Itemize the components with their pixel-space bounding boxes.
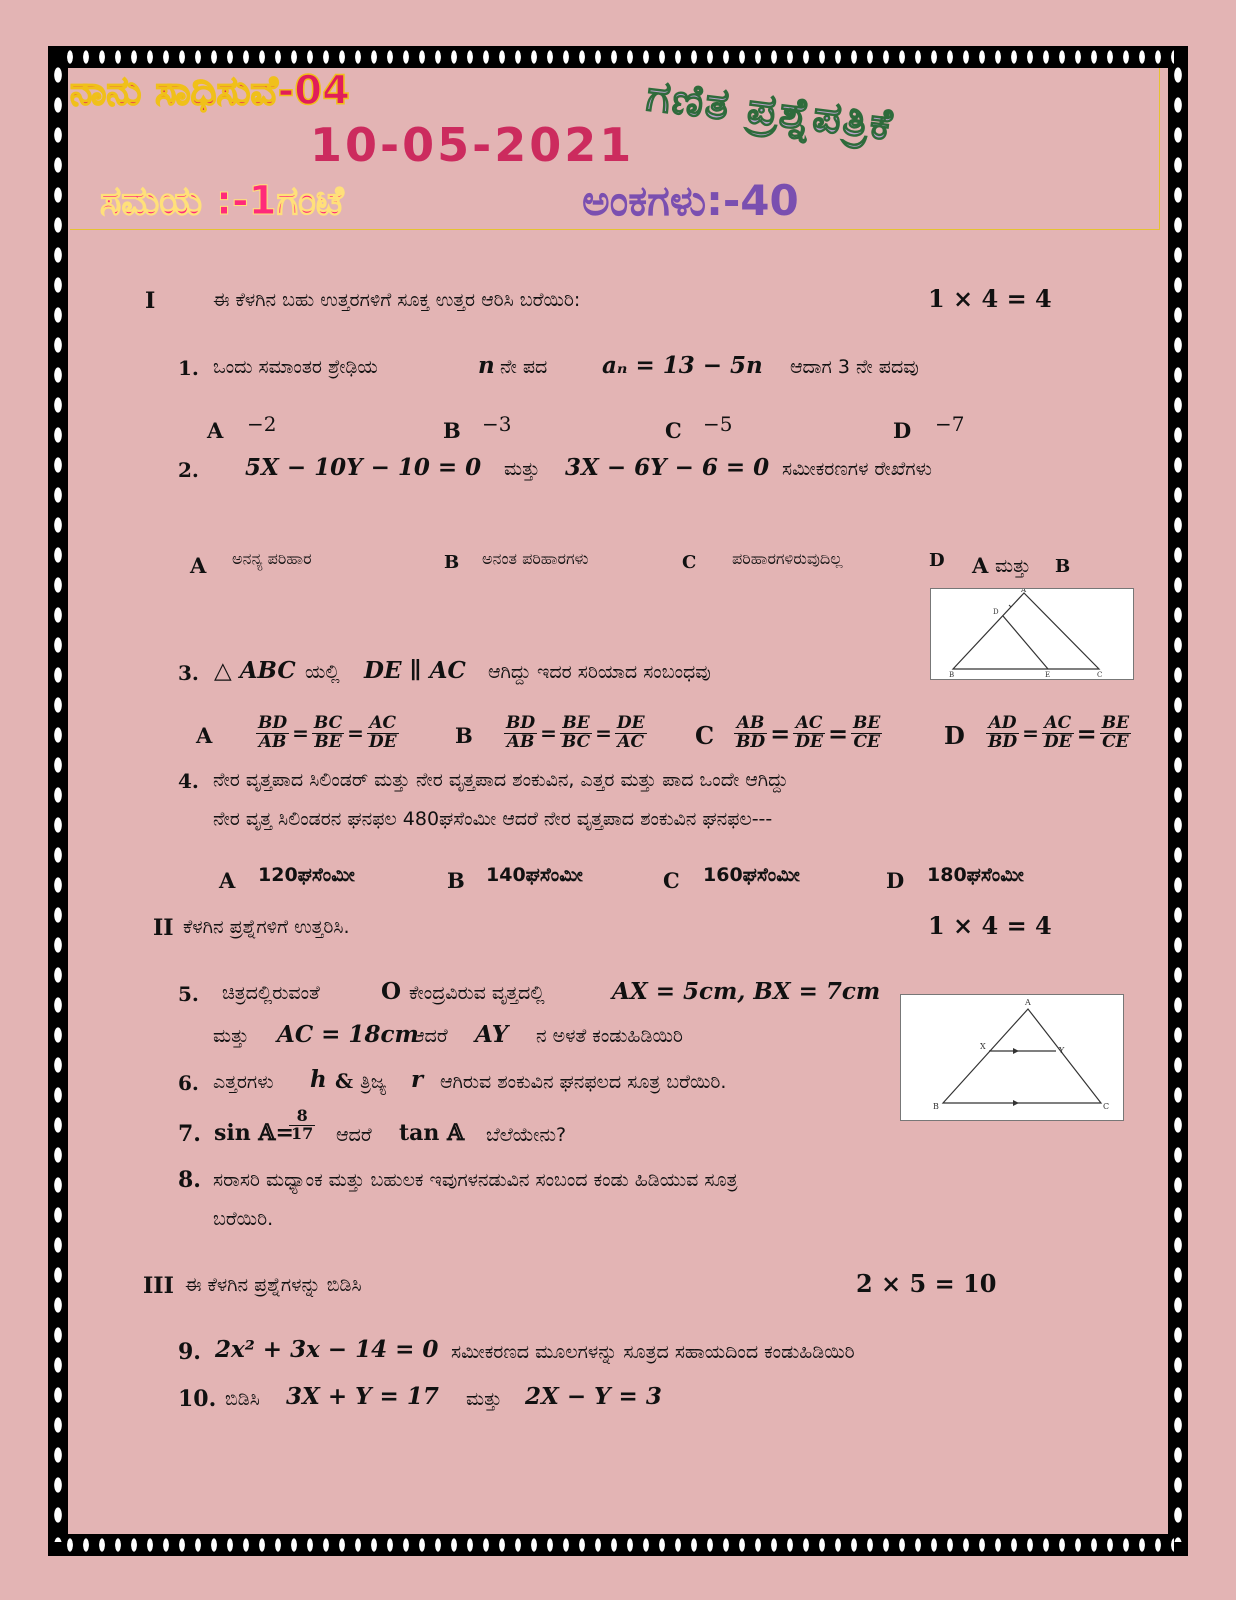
q2-and: ಮತ್ತು [504,458,540,480]
q3-option-b-ratio [504,715,647,752]
q2-option-a-value: ಅನನ್ಯ ಪರಿಹಾರ [232,549,312,568]
q3-triangle-svg [931,589,1133,679]
header-title-right: ಗಣಿತ ಪ್ರಶ್ನೆಪತ್ರಿಕೆ [643,70,897,151]
q5-number: 5. [178,982,199,1006]
equals: = [595,721,612,746]
q6-text-b: ತ್ರಿಜ್ಯ [360,1071,387,1093]
q3-option-d-ratio [986,715,1131,752]
section-1-number: I [145,288,156,314]
q1-text-c: ಆದಾಗ 3 ನೇ ಪದವು [790,356,919,378]
q5-measure-2: AC = 18cm [277,1021,419,1048]
q3-triangle-figure [930,588,1134,680]
q5-text-a: ಚಿತ್ರದಲ್ಲಿರುವಂತೆ [222,982,320,1004]
q3-a-frac-3 [367,715,399,752]
q3-text-a: ಯಲ್ಲಿ [305,661,340,683]
q3-fig-label-c: C [1097,671,1103,679]
section-2-number: II [153,915,174,941]
denominator: BC [561,731,591,752]
q5-fig-label-y: Y [1059,1046,1065,1055]
q6-number: 6. [178,1071,199,1095]
q2-option-c-value: ಪರಿಹಾರಗಳಿರುವುದಿಲ್ಲ [732,549,843,568]
q1-number: 1. [178,356,199,380]
q1-var-n: n [478,352,495,379]
denominator: DE [795,731,823,752]
numerator: BC [313,713,343,733]
q2-option-b-letter: B [444,552,460,573]
header-title-left: ನಾನು ಸಾಧಿಸುವೆ-04 [70,68,350,114]
q1-option-b-letter: B [443,418,461,443]
q2-equation-1: 5X − 10Y − 10 = 0 [245,454,482,481]
q3-d-frac-3 [1100,715,1131,752]
q5-triangle-svg [901,995,1123,1120]
q3-option-d-letter: D [944,721,965,750]
q2-text: ಸಮೀಕರಣಗಳ ರೇಖೆಗಳು [782,458,932,480]
numerator: DE [616,713,645,733]
q1-option-c-value: −5 [703,412,733,436]
q3-parallel: DE ∥ AC [364,657,466,684]
q5-text-b: ಕೇಂದ್ರವಿರುವ ವೃತ್ತದಲ್ಲಿ [409,982,545,1004]
equals: = [1076,718,1097,748]
q1-text-a: ಒಂದು ಸಮಾಂತರ ಶ್ರೇಢಿಯ [213,356,378,378]
numerator: BE [1101,713,1130,733]
q3-number: 3. [178,661,199,685]
q2-option-d-value-b: B [1055,556,1071,577]
numerator: BD [258,713,288,733]
q9-number: 9. [178,1339,201,1365]
q10-number: 10. [178,1386,217,1412]
q6-var-h: h [310,1066,327,1093]
equals: = [827,718,849,748]
q3-text-b: ಆಗಿದ್ದು ಇದರ ಸರಿಯಾದ ಸಂಬಂಧವು [488,661,711,683]
q2-number: 2. [178,458,199,482]
q3-option-a-ratio [256,715,399,752]
q3-b-frac-3 [615,715,647,752]
q5-fig-label-c: C [1103,1102,1110,1111]
numerator: BE [560,715,592,734]
q5-fig-label-b: B [933,1102,939,1111]
numerator: BE [853,713,881,733]
header-time: ಸಮಯ :-1ಗಂಟೆ [100,178,344,224]
q3-b-frac-2 [560,715,592,752]
q4-option-d-value: 180ಘಸೆಂಮೀ [927,864,1024,886]
q5-measure-3: AY [475,1021,509,1048]
q5-center: O [381,978,402,1005]
q5-triangle-figure [900,994,1124,1121]
q4-line-1: ನೇರ ವೃತ್ತಪಾದ ಸಿಲಿಂಡರ್ ಮತ್ತು ನೇರ ವೃತ್ತಪಾದ ಶಂಕುವಿನ, ಎತ್ತರ ಮತ್ತು ಪಾದ ಒಂದೇ ಆಗಿದ್ದು [213,769,789,791]
q10-text: ಬಿಡಿಸಿ [225,1388,260,1410]
equals: = [292,721,309,746]
q1-text-b: ನೇ ಪದ [500,356,548,378]
equals: = [770,718,791,748]
q8-number: 8. [178,1167,201,1193]
q7-text-b: ಬೆಲೆಯೇನು? [486,1124,567,1146]
section-1-marks: 1 × 4 = 4 [928,284,1052,313]
denominator: AC [617,731,645,752]
q4-option-d-letter: D [886,868,905,893]
q5-measure-1: AX = 5cm, BX = 7cm [612,978,881,1005]
q10-and: ಮತ್ತು [466,1388,502,1410]
numerator: AB [734,715,767,734]
q3-a-frac-2 [312,715,344,752]
q4-option-a-value: 120ಘಸೆಂಮೀ [258,864,355,886]
q4-option-c-value: 160ಘಸೆಂಮೀ [703,864,800,886]
q6-var-r: r [411,1066,424,1093]
q3-option-a-letter: A [196,723,213,748]
q6-text-c: ಆಗಿರುವ ಶಂಕುವಿನ ಘನಫಲದ ಸೂತ್ರ ಬರೆಯಿರಿ. [440,1071,727,1093]
q5-fig-label-x: X [980,1042,986,1051]
denominator: BD [736,731,766,752]
q3-option-b-letter: B [455,723,473,748]
numerator: BD [506,713,536,733]
numerator: 8 [289,1108,315,1126]
q5-and: ಮತ್ತು [213,1025,249,1047]
q9-equation: 2x² + 3x − 14 = 0 [215,1336,439,1363]
q3-c-frac-3 [851,715,882,752]
q3-option-c-letter: C [695,721,715,750]
q2-option-c-letter: C [682,552,697,573]
q1-option-d-value: −7 [935,412,965,436]
q10-equation-2: 2X − Y = 3 [525,1383,662,1410]
q1-option-b-value: −3 [482,412,512,436]
equals: = [347,721,364,746]
q4-number: 4. [178,769,199,793]
q3-c-frac-1 [734,715,767,752]
q7-tan: tan 𝔸 [399,1120,465,1146]
numerator: AC [793,715,825,734]
q4-option-c-letter: C [663,868,680,893]
header-date: 10-05-2021 [310,118,635,172]
q1-formula: aₙ = 13 − 5n [602,352,763,379]
q1-option-d-letter: D [893,418,912,443]
q3-option-c-ratio [734,715,882,752]
q3-b-frac-1 [504,715,537,752]
q3-fig-label-e: E [1045,671,1051,679]
section-2-marks: 1 × 4 = 4 [928,911,1052,940]
q2-option-d-letter: D [929,550,945,571]
q2-option-d-value-a: A [972,553,989,578]
q6-text-a: ಎತ್ತರಗಳು [213,1071,274,1093]
section-3-number: III [143,1273,174,1299]
content-layer [48,46,1188,1556]
header-marks: ಅಂಕಗಳು:-40 [582,176,799,225]
numerator: AD [986,715,1019,734]
denominator: AB [506,731,535,752]
q7-fraction [289,1108,315,1143]
q9-text: ಸಮೀಕರಣದ ಮೂಲಗಳನ್ನು ಸೂತ್ರದ ಸಹಾಯದಿಂದ ಕಂಡುಹಿಡಿಯಿರಿ [451,1341,855,1363]
equals: = [1022,721,1039,746]
denominator: 17 [291,1123,314,1143]
q4-line-2: ನೇರ ವೃತ್ತ ಸಿಲಿಂಡರನ ಘನಫಲ 480ಘಸೆಂಮೀ ಆದರೆ ನೇರ ವೃತ್ತಪಾದ ಶಂಕುವಿನ ಘನಫಲ--- [213,808,773,830]
q3-triangle: △ ABC [214,657,296,684]
section-3-marks: 2 × 5 = 10 [856,1269,997,1298]
q3-d-frac-2 [1042,715,1074,752]
q3-a-frac-1 [256,715,289,752]
q8-line-2: ಬರೆಯಿರಿ. [213,1208,274,1230]
denominator: CE [853,731,880,752]
q7-sin: sin 𝔸= [214,1120,294,1146]
denominator: BD [988,731,1018,752]
q7-number: 7. [178,1121,201,1147]
q5-fig-label-a: A [1025,998,1031,1007]
q10-equation-1: 3X + Y = 17 [286,1383,439,1410]
q3-fig-label-b: B [949,671,955,679]
q2-option-d-and: ಮತ್ತು [995,555,1031,577]
denominator: DE [368,731,397,752]
q7-frac [289,1108,315,1143]
q1-option-a-letter: A [207,418,224,443]
header [70,68,1160,230]
q6-amp: & [335,1069,354,1093]
q4-option-b-letter: B [447,868,465,893]
q1-option-c-letter: C [665,418,682,443]
q4-option-a-letter: A [219,868,236,893]
q2-option-a-letter: A [190,553,207,578]
q7-text-a: ಆದರೆ [336,1124,372,1146]
q1-option-a-value: −2 [247,412,277,436]
section-1-instruction: ಈ ಕೆಳಗಿನ ಬಹು ಉತ್ತರಗಳಿಗೆ ಸೂಕ್ತ ಉತ್ತರ ಆರಿಸಿ ಬರೆಯಿರಿ: [213,289,581,311]
denominator: AB [258,731,287,752]
q3-c-frac-2 [793,715,825,752]
denominator: CE [1102,731,1129,752]
q2-equation-2: 3X − 6Y − 6 = 0 [565,454,770,481]
q3-d-frac-1 [986,715,1019,752]
q5-text-d: ನ ಅಳತೆ ಕಂಡುಹಿಡಿಯಿರಿ [536,1025,683,1047]
section-2-instruction: ಕೆಳಗಿನ ಪ್ರಶ್ನೆಗಳಿಗೆ ಉತ್ತರಿಸಿ. [183,916,350,938]
q5-text-c: ಆದರೆ [412,1025,448,1047]
section-3-instruction: ಈ ಕೆಳಗಿನ ಪ್ರಶ್ನೆಗಳನ್ನು ಬಿಡಿಸಿ [185,1274,362,1296]
denominator: DE [1043,731,1072,752]
q3-fig-label-a: A [1021,589,1027,594]
q8-line-1: ಸರಾಸರಿ ಮಧ್ಯಾಂಕ ಮತ್ತು ಬಹುಲಕ ಇವುಗಳನಡುವಿನ ಸಂಬಂದ ಕಂಡು ಹಿಡಿಯುವ ಸೂತ್ರ [213,1169,738,1191]
q2-option-b-value: ಅನಂತ ಪರಿಹಾರಗಳು [482,549,589,568]
numerator: AC [1042,715,1074,734]
numerator: AC [367,715,399,734]
equals: = [540,721,557,746]
q4-option-b-value: 140ಘಸೆಂಮೀ [486,864,583,886]
denominator: BE [314,731,342,752]
q3-fig-label-d: D [993,608,999,616]
